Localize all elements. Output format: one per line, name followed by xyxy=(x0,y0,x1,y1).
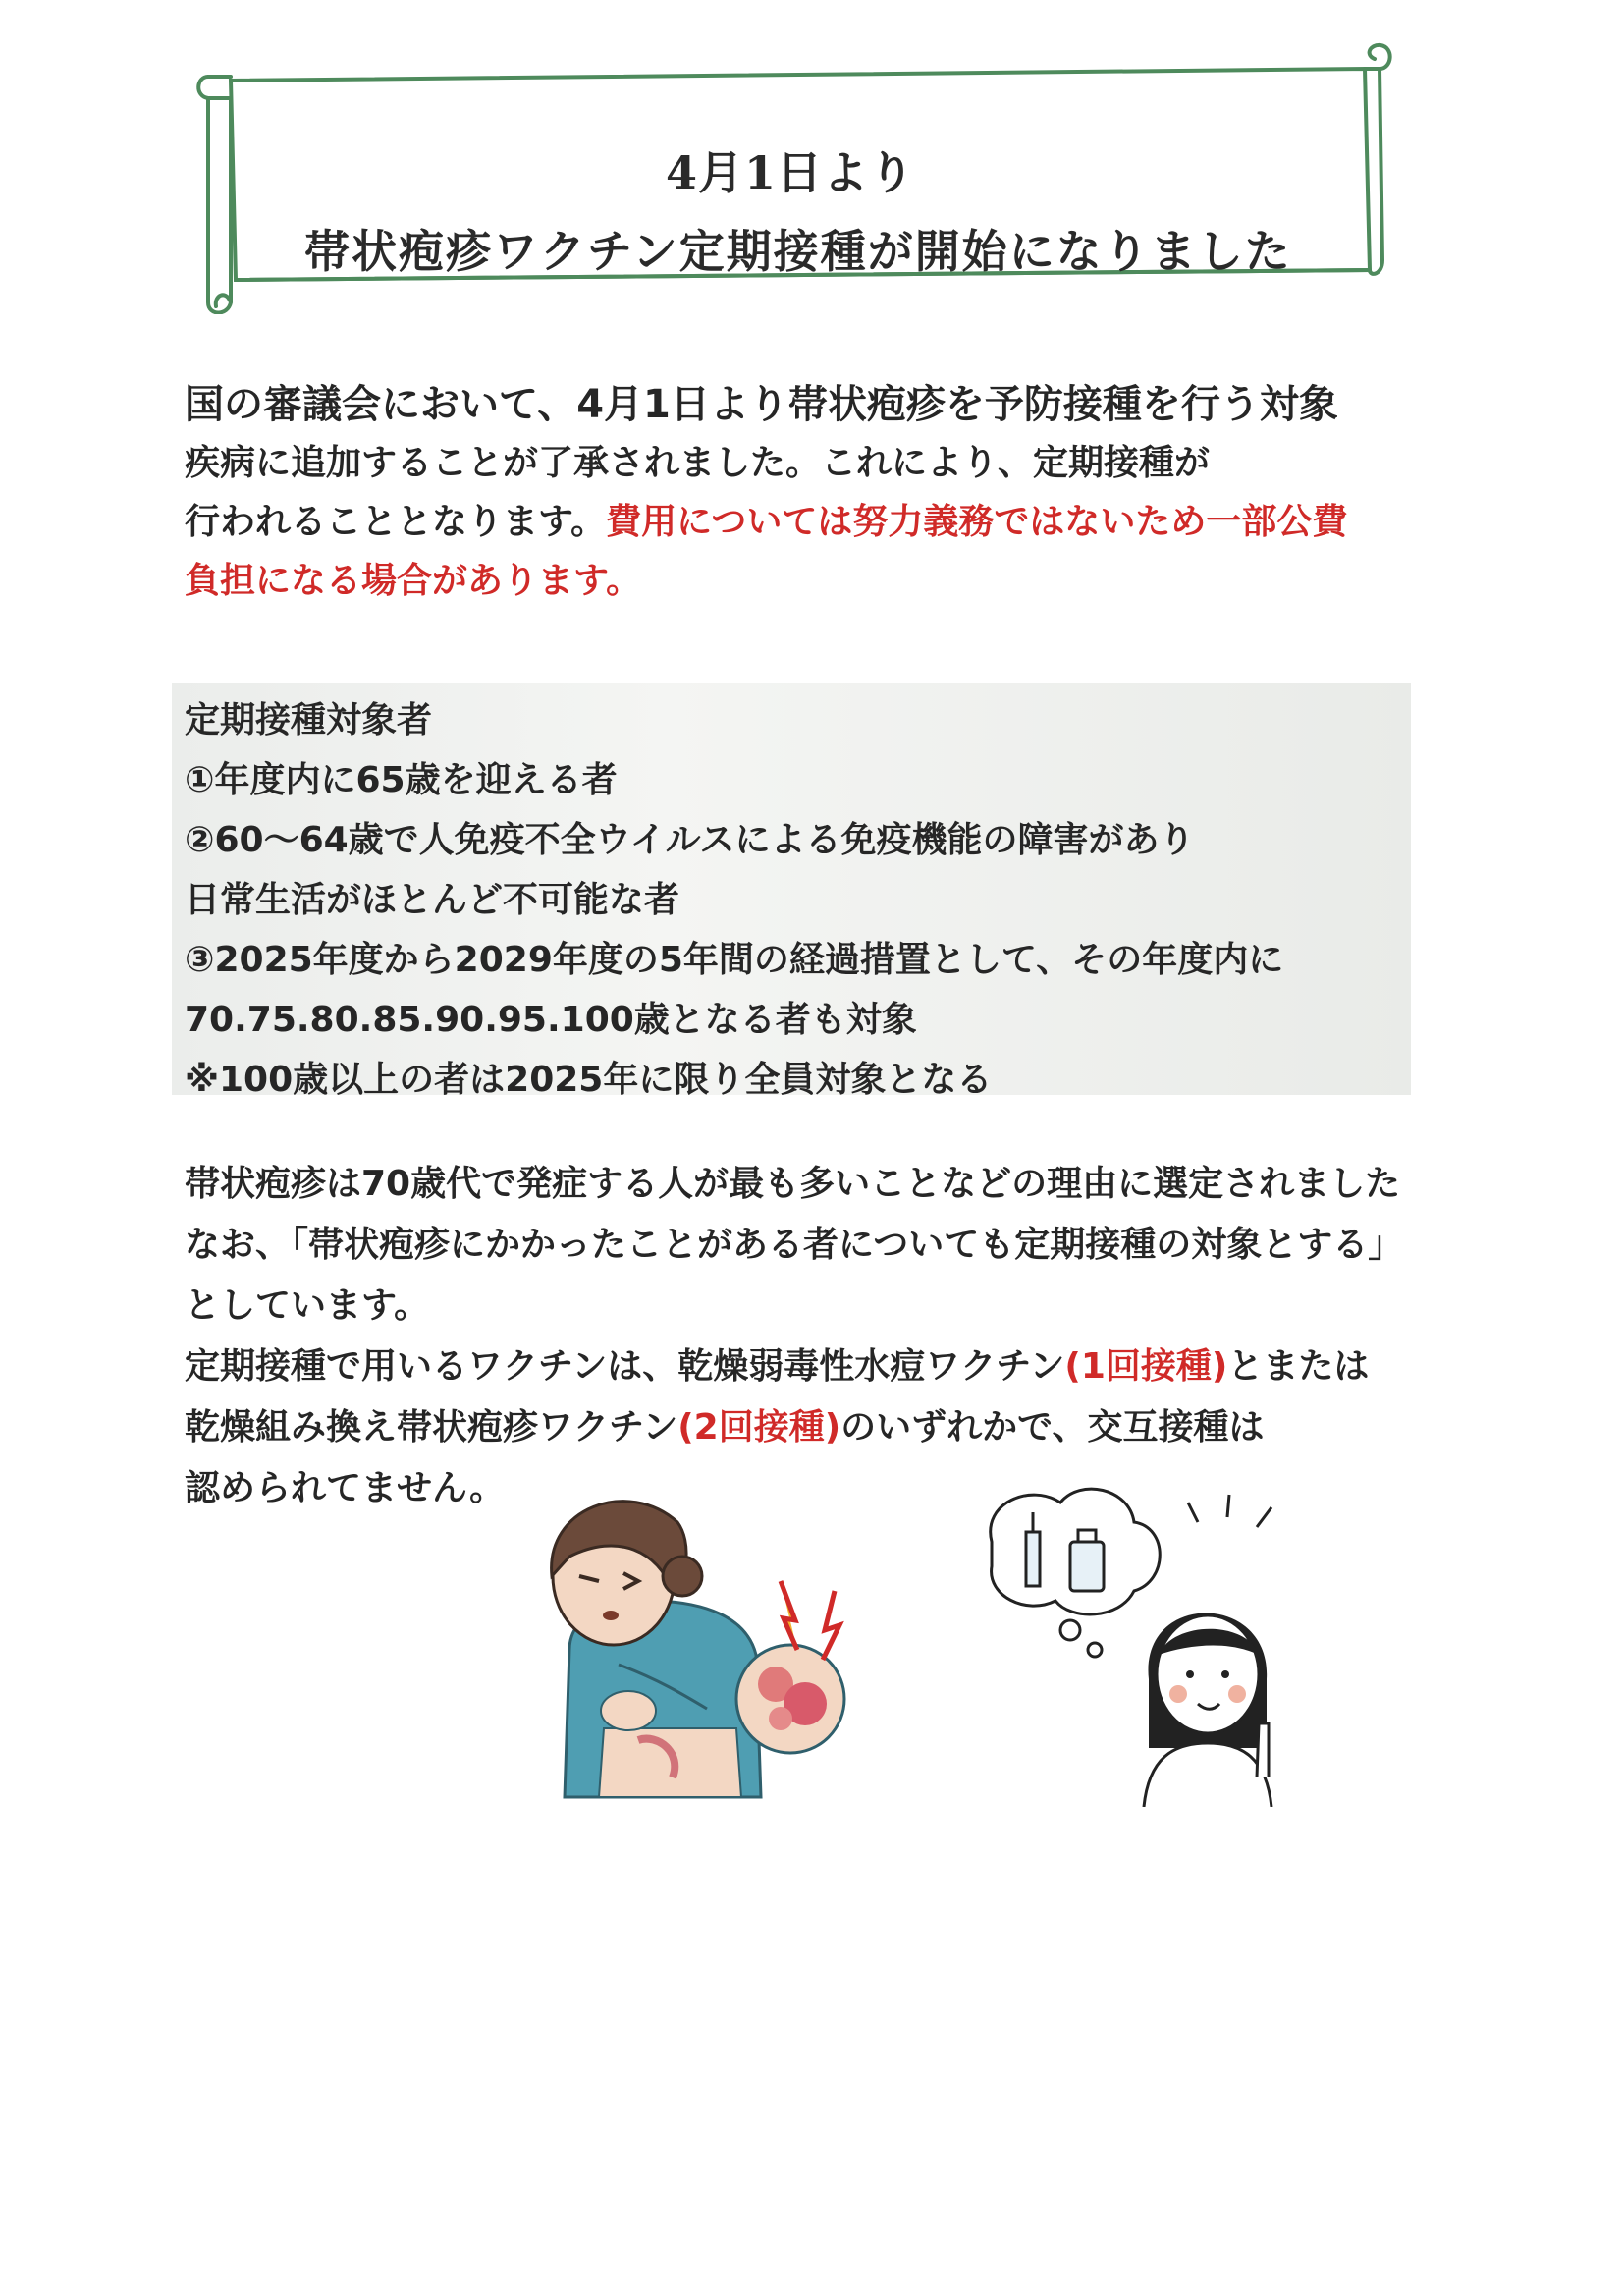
eligibility-item-3: ③2025年度から2029年度の5年間の経過措置として、その年度内に xyxy=(185,940,1284,980)
vaccine-line-1-text: 定期接種で用いるワクチンは、乾燥弱毒性水痘ワクチン xyxy=(185,1346,1065,1387)
intro-line-1: 国の審議会において、4月1日より帯状疱疹を予防接種を行う対象 xyxy=(185,382,1338,427)
intro-line-3 xyxy=(185,493,1347,552)
reason-line-2: なお、「帯状疱疹にかかったことがある者についても定期接種の対象とする」 xyxy=(185,1225,1404,1265)
eligibility-heading: 定期接種対象者 xyxy=(185,700,433,740)
eligibility-item-3-cont: 70.75.80.85.90.95.100歳となる者も対象 xyxy=(185,1000,917,1040)
reason-line-3: としています。 xyxy=(185,1285,430,1326)
eligibility-note: ※100歳以上の者は2025年に限り全員対象となる xyxy=(185,1060,993,1100)
eligibility-item-2-cont: 日常生活がほとんど不可能な者 xyxy=(185,880,680,920)
banner-title-main: 帯状疱疹ワクチン定期接種が開始になりました xyxy=(304,225,1292,278)
vaccine-line-2-end: のいずれかで、交互接種は xyxy=(840,1407,1265,1448)
vaccine-line-1 xyxy=(185,1337,1403,1397)
banner-title-date: 4月1日より xyxy=(665,146,915,199)
intro-cost-notice: 費用については努力義務ではないため一部公費 xyxy=(606,502,1348,542)
vaccine-line-2 xyxy=(185,1397,1403,1458)
intro-cost-notice-cont: 負担になる場合があります。 xyxy=(185,561,642,601)
vaccine-line-3: 認められてません。 xyxy=(185,1468,506,1508)
vaccine-dose-2: (2回接種) xyxy=(677,1407,841,1448)
intro-line-3-text: 行われることとなります。 xyxy=(185,502,607,542)
eligibility-box xyxy=(172,683,1411,1100)
intro-paragraph xyxy=(185,375,1347,611)
vaccine-line-1-end: とまたは xyxy=(1227,1346,1370,1387)
eligibility-item-1: ①年度内に65歳を迎える者 xyxy=(185,760,618,800)
shingles-patient-illustration xyxy=(511,1483,903,1807)
eligibility-item-2: ②60～64歳で人免疫不全ウイルスによる免疫機能の障害があり xyxy=(185,820,1195,860)
vaccine-dose-1: (1回接種) xyxy=(1064,1346,1228,1387)
vaccine-thinking-illustration xyxy=(972,1483,1296,1807)
title-banner xyxy=(187,29,1394,314)
vaccine-line-2-text: 乾燥組み換え帯状疱疹ワクチン xyxy=(185,1407,678,1448)
intro-line-2: 疾病に追加することが了承されました。これにより、定期接種が xyxy=(185,443,1211,483)
reason-line-1: 帯状疱疹は70歳代で発症する人が最も多いことなどの理由に選定されました xyxy=(185,1164,1401,1204)
vaccine-paragraph xyxy=(185,1154,1403,1519)
